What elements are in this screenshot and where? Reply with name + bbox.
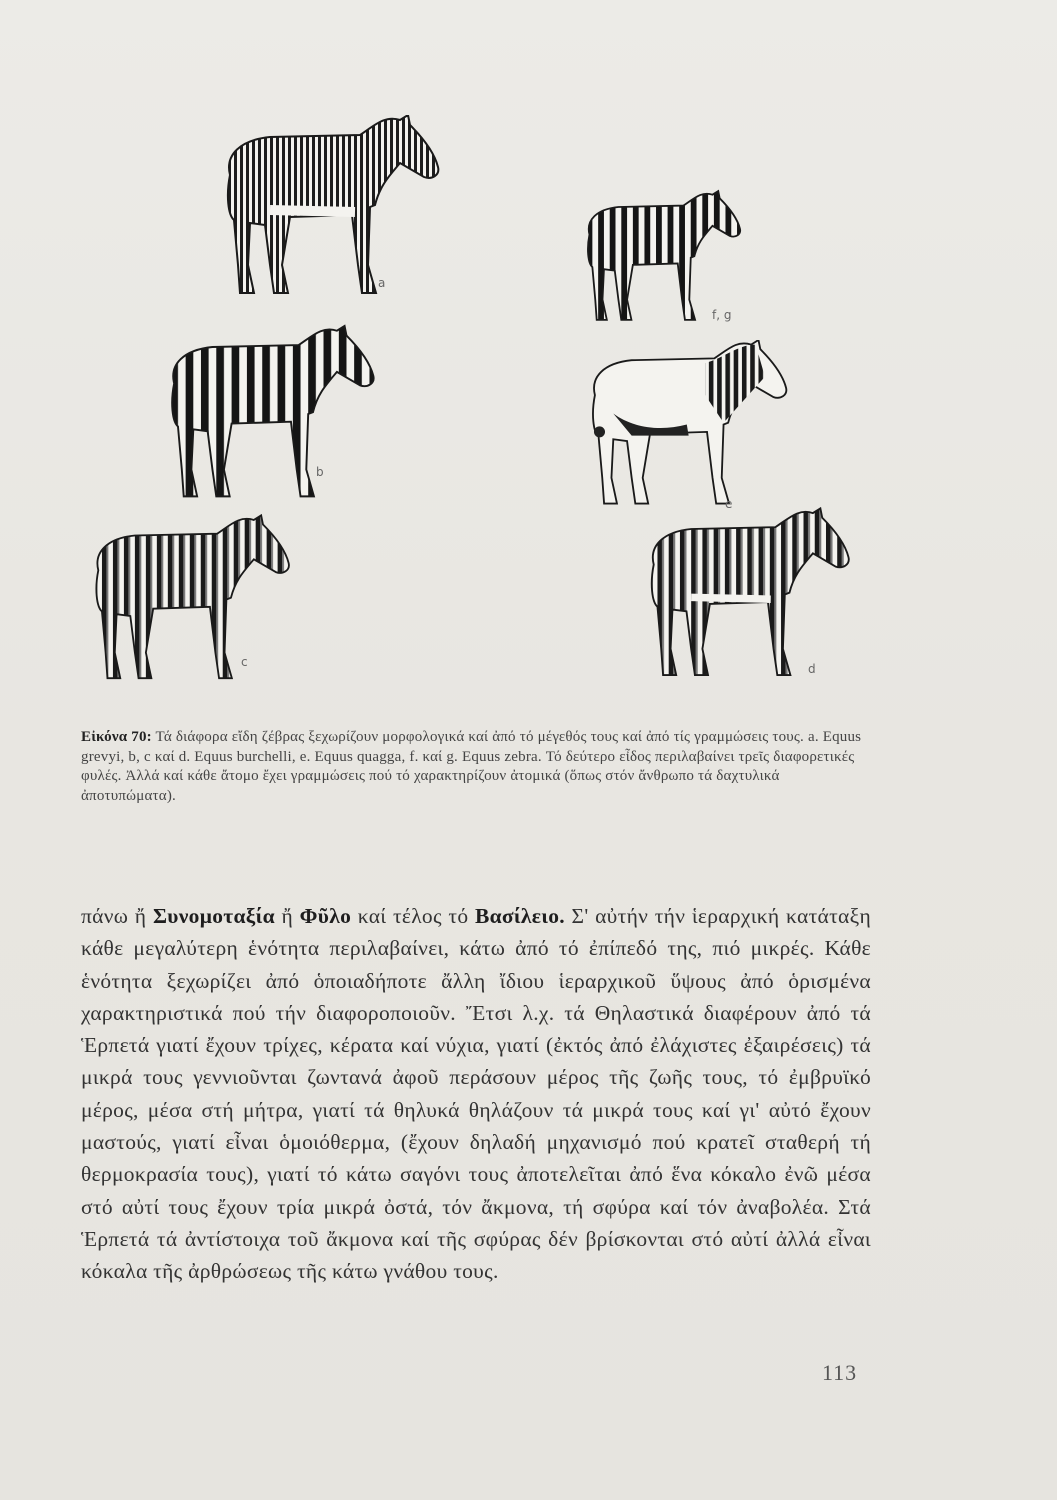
body-paragraph: [81, 900, 871, 1288]
caption-text: Τά διάφορα εἴδη ζέβρας ξεχωρίζουν μορφολογικά καί ἀπό τό μέγεθός τους καί ἀπό τίς γραμμώσεις τους. a. Equus grevyi, b, c καί d. Equus burchelli, e. Equus quagga, f. καί g. Equus zebra. Τό δεύτερο εἶδος περιλαβαίνει τρεῖς διαφορετικές φυλές. Ἀλλά καί κάθε ἄτομο ἔχει γραμμώσεις πού τό χαρακτηρίζουν ἀτομικά (ὅπως στόν ἄνθρωπο τά δαχτυλικά ἀποτυπώματα).: [81, 729, 862, 804]
body-text-4: Σ' αὐτήν τήν ἱεραρχική κατάταξη κάθε μεγαλύτερη ἑνότητα περιλαβαίνει, κάτω ἀπό τό ἐπίπεδό της, πιό μικρές. Κάθε ἑνότητα ξεχωρίζει ἀπό ὁποιαδήποτε ἄλλη ἴδιου ἱεραρχικοῦ ὕψους ἀπό ὁρισμένα χαρακτηριστικά πού τήν διαφοροποιοῦν. Ἔτσι λ.χ. τά Θηλαστικά διαφέρουν ἀπό τά Ἑρπετά γιατί ἔχουν τρίχες, κέρατα καί νύχια, γιατί (ἐκτός ἀπό ἐλάχιστες ἐξαιρέσεις) τά μικρά τους γεννιοῦνται ζωντανά ἀφοῦ περάσουν μέρος τῆς ζωῆς τους, τό ἐμβρυϊκό μέρος, μέσα στή μήτρα, γιατί τά θηλυκά θηλάζουν τά μικρά τους καί γι' αὐτό ἔχουν μαστούς, γιατί εἶναι ὁμοιόθερμα, (ἔχουν δηλαδή μηχανισμό πού κρατεῖ σταθερή τή θερμοκρασία τους), γιατί τό κάτω σαγόνι τους ἀποτελεῖται ἀπό ἕνα κόκαλο ἐνῶ μέσα στό αὐτί τους ἔχουν τρία μικρά ὀστά, τόν ἄκμονα, τή σφύρα καί τόν ἀναβολέα. Στά Ἑρπετά τά ἀντίστοιχα τοῦ ἄκμονα καί τῆς σφύρας δέν βρίσκονται στό αὐτί ἀλλά εἶναι κόκαλα τῆς ἀρθρώσεως τῆς κάτω γνάθου τους.: [81, 904, 872, 1284]
body-text-1: πάνω ἤ: [81, 904, 153, 928]
zebra-d-illustration: [635, 505, 855, 685]
figure-label-fg: f, g: [712, 308, 732, 322]
figure-caption: [81, 728, 871, 806]
term-vasileio: Βασίλειο.: [474, 904, 565, 928]
term-synomotaxia: Συνομοταξία: [152, 904, 275, 928]
figure-label-e: e: [725, 497, 733, 511]
figure-label-d: d: [808, 662, 816, 676]
zebra-e-illustration: [572, 340, 797, 510]
zebra-b-illustration: [155, 322, 380, 507]
figure-label-a: a: [378, 276, 386, 290]
zebra-a-illustration: [210, 115, 445, 300]
body-text-3: καί τέλος τό: [351, 904, 475, 928]
page-number: 113: [822, 1360, 858, 1385]
figure-label-c: c: [241, 655, 248, 669]
body-text-2: ἤ: [274, 904, 300, 928]
caption-lead: Εἰκόνα 70:: [81, 729, 152, 745]
zebra-figure: [60, 100, 960, 700]
term-fylo: Φῦλο: [299, 904, 352, 928]
zebra-c-illustration: [80, 510, 295, 690]
figure-label-b: b: [316, 465, 324, 479]
